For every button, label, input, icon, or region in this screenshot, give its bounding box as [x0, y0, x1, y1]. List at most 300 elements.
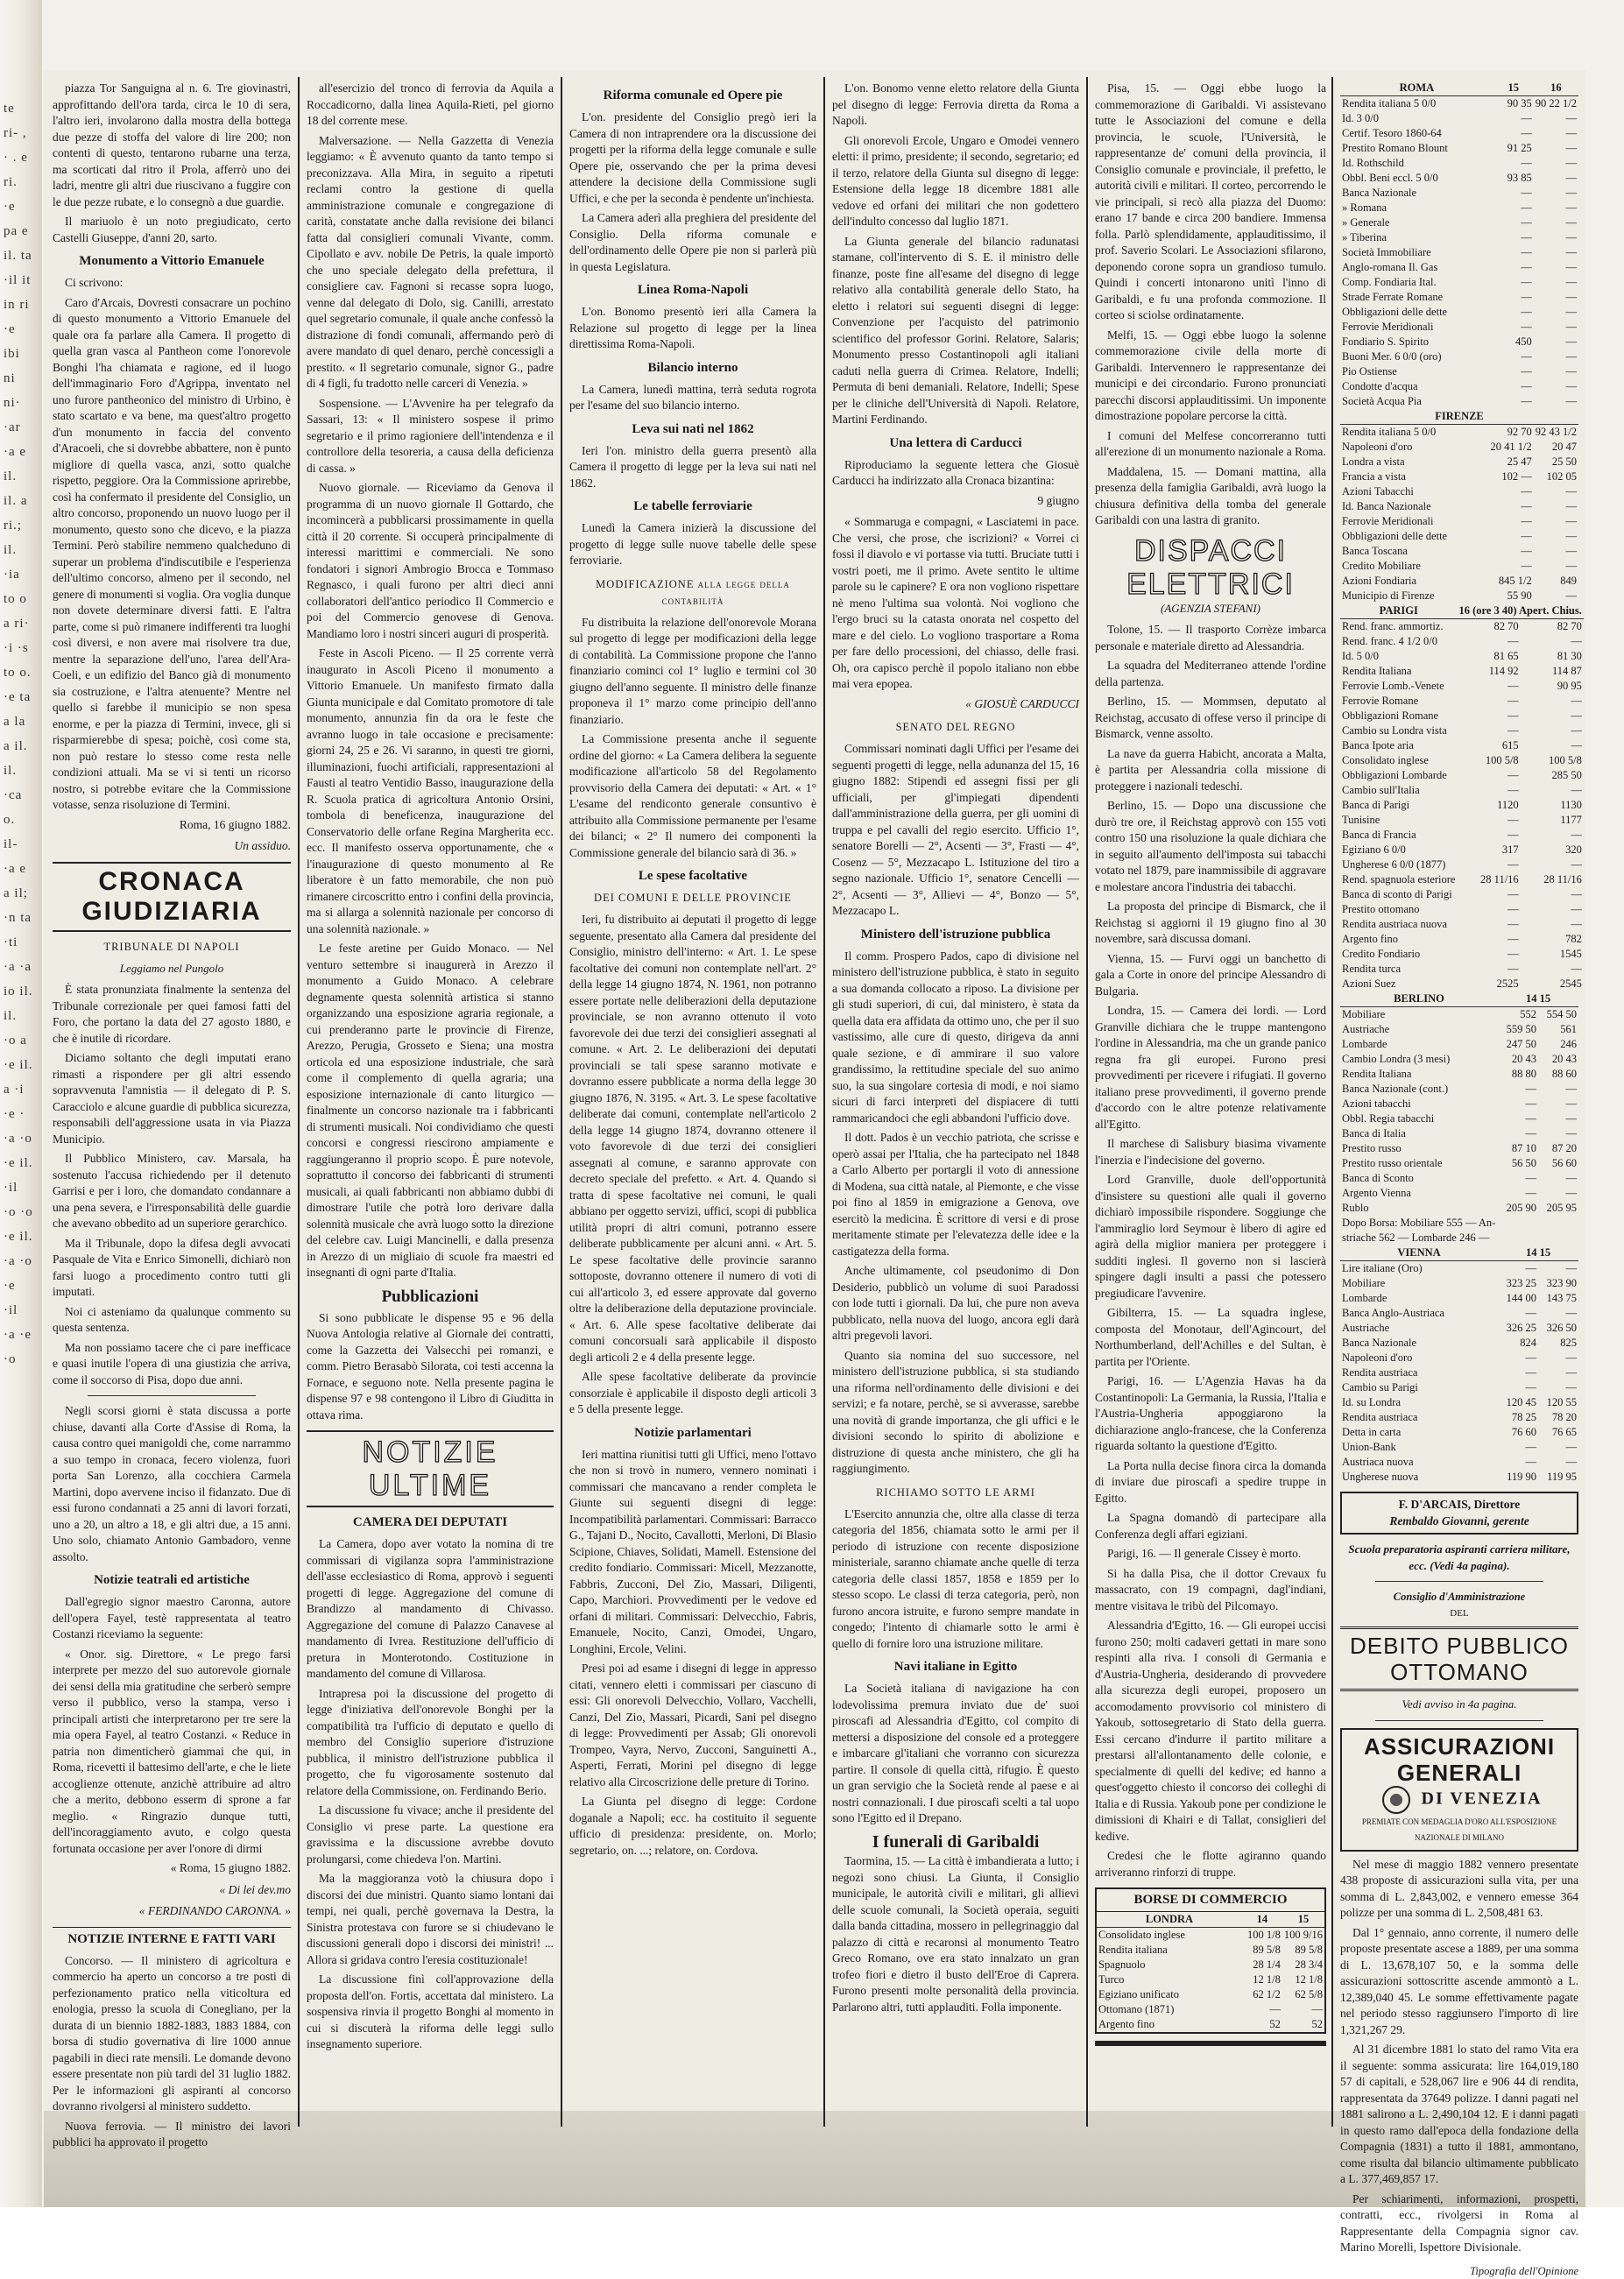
- table-cell-label: Id. Rothschild: [1340, 156, 1493, 171]
- table-cell-value: 82 70: [1521, 619, 1584, 635]
- table-cell-value: 782: [1521, 932, 1584, 947]
- table-cell-value: —: [1534, 514, 1578, 529]
- table-cell-label: Credito Mobiliare: [1340, 559, 1489, 574]
- table-city: FIRENZE: [1340, 409, 1578, 425]
- table-col-header: 16: [1534, 81, 1578, 96]
- section-heading: Le tabelle ferroviarie: [569, 498, 816, 515]
- table-row: [1340, 305, 1578, 320]
- table-cell-value: 100 9/16: [1282, 1927, 1324, 1943]
- table-row: [1340, 1201, 1578, 1216]
- borse-box: [1095, 1887, 1326, 2034]
- signature: « GIOSUÈ CARDUCCI: [832, 696, 1079, 713]
- table-cell-value: —: [1498, 1455, 1538, 1470]
- table-cell-label: Banca Nazionale: [1340, 186, 1493, 201]
- table-cell-label: Banca Nazionale: [1340, 1336, 1498, 1351]
- ad-assicurazioni: [1340, 1728, 1578, 1852]
- article-text: Fu distribuita la relazione dell'onorevole Morana sul progetto di legge per modificazioni della legge di contabilità. La Commissione propone che l'anno finanziario cominci col 1° luglio e termini col 30 giugno dell'anno seguente. Il ministro delle finanze proponeva il 1° marzo come principio dell'anno finanziario.: [569, 615, 816, 729]
- table-row: [1340, 440, 1578, 455]
- table-row: [1340, 694, 1584, 709]
- table-row: [1340, 559, 1578, 574]
- table-cell-value: —: [1534, 290, 1578, 305]
- table-cell-value: 247 50: [1498, 1037, 1538, 1052]
- section-heading: SENATO DEL REGNO: [832, 719, 1079, 736]
- table-cell-value: —: [1534, 171, 1578, 186]
- table-cell-value: 120 45: [1498, 1395, 1538, 1410]
- table-cell-label: Banca Toscana: [1340, 544, 1489, 559]
- table-row: [1340, 753, 1584, 768]
- table-cell-value: 554 50: [1538, 1007, 1578, 1023]
- table-cell-value: —: [1457, 723, 1520, 738]
- table-row: [1340, 1365, 1578, 1380]
- table-cell-value: —: [1538, 1261, 1578, 1277]
- table-cell-label: Obbligazioni Lombarde: [1340, 768, 1457, 783]
- article-text: all'esercizio del tronco di ferrovia da Aquila a Roccadicorno, dalla linea Aquila-Rieti, pel giorno 18 del corrente mese.: [307, 81, 554, 130]
- table-cell-label: Mobiliare: [1340, 1276, 1498, 1291]
- table-cell-label: Obbligazioni delle dette: [1340, 305, 1493, 320]
- table-cell-value: —: [1493, 156, 1534, 171]
- table-cell-value: 1545: [1521, 947, 1584, 962]
- table-row: [1340, 1171, 1578, 1186]
- table-cell-value: —: [1534, 335, 1578, 349]
- table-cell-value: —: [1493, 126, 1534, 141]
- table-city: VIENNA: [1340, 1245, 1498, 1261]
- article-text: Malversazione. — Nella Gazzetta di Venezia leggiamo: « È avvenuto quanto da tanto tempo si preconizzava. Alla Mira, in seguito a ripetuti reclami contro la gestione di quella amministrazione comunale e congregazione di carità, constatate anche dalla revisione dei bilanci fatta dal consiglieri comunali Vivante, comm. Cipollato e avv. nobile De Petris, la quale importò che uno speciale delegato della prefettura, il consigliere cav. Fagnoni si recasse sopra luogo, venne dal delegato di Dolo, sig. Canilli, arrestato quel segretario comunale, il quale anche confessò la distrazione di fondi comunali, affermando però di avere mandato di quel denaro, perchè concessigli a prestito. « Il segretario comunale, signor G., padre di 4 figli, fu tradotto nelle carceri di Venezia. »: [307, 133, 554, 392]
- table-cell-label: Ferrovie Lomb.-Venete: [1340, 679, 1457, 694]
- subheading-italic: Leggiamo nel Pungolo: [53, 961, 291, 977]
- table-cell-value: 326 50: [1538, 1321, 1578, 1336]
- table-row: [1340, 484, 1578, 499]
- table-cell-label: Dopo Borsa: Mobiliare 555 — An-: [1340, 1216, 1498, 1231]
- article-text: « Sommaruga e compagni, « Lasciatemi in pace. Che versi, che prose, che iscrizioni? « Vorrei ci fossi il diavolo e vi portasse via tutti. Bruciate tutti i vostri poeti, me il primo. Avete sentito le ultime parole su le capinere? E ora non vogliono rispettare nè meno l'ultima sua volontà. Noi vogliono che l'ergo bruci su la catasta onorata nel cospetto del mare e del cielo. Lo vogliono trasportare a Roma per fare dello processioni, del chiasso, delle frasi. Oh, ora capisco perchè il popolo italiano non ebbe mai vera epopea.: [832, 514, 1079, 693]
- table-row: [1340, 260, 1578, 275]
- table-row: [1340, 1097, 1578, 1111]
- table-row: [1340, 872, 1584, 887]
- table-cell-value: 205 90: [1498, 1201, 1538, 1216]
- table-cell-value: 20 43: [1498, 1052, 1538, 1067]
- table-cell-value: 56 50: [1498, 1156, 1538, 1171]
- table-row: [1340, 544, 1578, 559]
- table-cell-label: Obbl. Regia tabacchi: [1340, 1111, 1498, 1126]
- table-cell-label: Union-Bank: [1340, 1440, 1498, 1455]
- table-cell-label: » Romana: [1340, 201, 1493, 215]
- table-cell-label: Cambio sull'Italia: [1340, 783, 1457, 798]
- ad-assicurazioni-title: ASSICURAZIONI GENERALI: [1344, 1733, 1575, 1786]
- table-cell-value: 102 —: [1489, 469, 1534, 484]
- table-cell-label: Rend. franc. 4 1/2 0/0: [1340, 634, 1457, 649]
- table-cell-label: Tunisine: [1340, 813, 1457, 828]
- table-cell-value: —: [1457, 709, 1520, 723]
- table-cell-label: Lombarde: [1340, 1037, 1498, 1052]
- separator: [88, 1395, 256, 1396]
- article-text: È stata pronunziata finalmente la sentenza del Tribunale correzionale per quei famosi fatti del Foro, che portano la data del 27 agosto 1880, e che è inutile di ricordare.: [53, 982, 291, 1047]
- table-cell-value: 78 25: [1498, 1410, 1538, 1425]
- table-city: LONDRA: [1097, 1912, 1242, 1928]
- table-cell-value: —: [1534, 245, 1578, 260]
- table-cell-label: Argento fino: [1097, 2017, 1242, 2032]
- table-row: [1340, 947, 1584, 962]
- table-city: BERLINO: [1340, 991, 1498, 1007]
- table-cell-value: 559 50: [1498, 1022, 1538, 1037]
- article-text: La Camera aderì alla preghiera del presidente del Consiglio. Della riforma comunale e dell'ordinamento delle Opere pie non si parlerà più in questa Legislatura.: [569, 210, 816, 275]
- column-rule: [298, 77, 300, 2127]
- table-cell-value: —: [1521, 902, 1584, 917]
- table-cell-value: —: [1498, 1111, 1538, 1126]
- table-row: [1340, 1082, 1578, 1097]
- table-cell-label: Argento Vienna: [1340, 1186, 1498, 1201]
- table-cell-value: —: [1457, 857, 1520, 872]
- table-cell-label: Turco: [1097, 1972, 1242, 1987]
- table-row: [1340, 335, 1578, 349]
- table-cell-value: 81 65: [1457, 649, 1520, 664]
- table-cell-value: —: [1493, 349, 1534, 364]
- table-cell-label: Rublo: [1340, 1201, 1498, 1216]
- table-cell-value: 450: [1493, 335, 1534, 349]
- table-row: [1340, 1261, 1578, 1277]
- table-cell-value: —: [1498, 1186, 1538, 1201]
- table-row: [1340, 1395, 1578, 1410]
- table-cell-value: —: [1534, 349, 1578, 364]
- table-cell-value: —: [1457, 768, 1520, 783]
- table-cell-value: —: [1457, 634, 1520, 649]
- table-cell-value: 552: [1498, 1007, 1538, 1023]
- table-row: [1340, 1067, 1578, 1082]
- article-text: Pisa, 15. — Oggi ebbe luogo la commemorazione di Garibaldi. Vi assistevano tutte le Associazioni del comune e della provincia, le scuole, l'Università, le rappresentanze de' comuni della provincia, il Consiglio comunale e provinciale, il prefetto, le autorità civili e militari. Il corteo, percorrendo le vie principali, si recò alla piazza del Duomo: erano 17 bande e circa 200 bandiere. Immensa folla. Parlò splendidamente, applauditissimo, il prof. Saverio Scolari. Le Associazioni sfilarono, deponendo corone sopra un grandioso tumulo. Quindi i concerti intonarono unitì l'inno di Garibaldi, e fu una profonda commozione. Il corteo si sciolse ordinatamente.: [1095, 81, 1326, 324]
- table-cell-value: —: [1498, 1365, 1538, 1380]
- table-row: [1340, 709, 1584, 723]
- table-row: [1340, 679, 1584, 694]
- table-cell-label: Rendita Italiana: [1340, 664, 1457, 679]
- article-text: Dal 1° gennaio, anno corrente, il numero delle proposte presentate ascese a 1889, per una somma di L. 13,678,107 50, e la somma delle assicurazioni sottoscritte ascende ammontò a L. 12,389,040 45. Le somme effettivamente pagate nel periodo stesso raggiunsero l'importo di lire 1,321,267 29.: [1340, 1925, 1578, 2039]
- table-cell-label: Azioni tabacchi: [1340, 1097, 1498, 1111]
- table-row: [1340, 96, 1578, 112]
- table-cell-value: —: [1457, 783, 1520, 798]
- section-heading: RICHIAMO SOTTO LE ARMI: [832, 1485, 1079, 1501]
- table-cell-label: » Tiberina: [1340, 230, 1493, 245]
- table-cell-value: 92 43 1/2: [1534, 425, 1578, 441]
- table-row: [1340, 1380, 1578, 1395]
- table-cell-label: Fondiario S. Spirito: [1340, 335, 1493, 349]
- table-cell-value: —: [1457, 887, 1520, 902]
- article-text: La nave da guerra Habicht, ancorata a Malta, è partita per Alessandria colla missione di proteggere i nazionali tedeschi.: [1095, 746, 1326, 795]
- table-cell-value: 89 5/8: [1282, 1943, 1324, 1958]
- table-row: [1340, 529, 1578, 544]
- section-heading: Le spese facoltative: [569, 868, 816, 885]
- table-cell-value: —: [1498, 1306, 1538, 1321]
- table-cell-value: —: [1498, 1351, 1538, 1365]
- table-cell-value: —: [1493, 290, 1534, 305]
- direttore: F. D'ARCAIS, Direttore: [1347, 1497, 1571, 1513]
- table-cell-value: 52: [1282, 2017, 1324, 2032]
- table-cell-label: Rendita turca: [1340, 962, 1457, 977]
- table-cell-value: —: [1521, 887, 1584, 902]
- table-row: [1340, 1455, 1578, 1470]
- article-text: Tolone, 15. — Il trasporto Corrèze imbarca personale e materiale diretto ad Alessandria.: [1095, 622, 1326, 654]
- table-row: [1340, 619, 1584, 635]
- table-cell-value: —: [1493, 201, 1534, 215]
- signature: Un assiduo.: [53, 838, 291, 855]
- table-row: [1340, 977, 1584, 991]
- table-cell-value: 317: [1457, 843, 1520, 857]
- table-cell-value: 323 90: [1538, 1276, 1578, 1291]
- table-cell-value: —: [1498, 1380, 1538, 1395]
- table-row: [1340, 962, 1584, 977]
- table-row: [1340, 1440, 1578, 1455]
- article-text: Nel mese di maggio 1882 vennero presentate 438 proposte di assicurazioni sulla vita, per una somma di L. 2,843,002, e vennero emesse 364 polizze per una somma di L. 2,508,481 63.: [1340, 1857, 1578, 1922]
- table-cell-value: 20 43: [1538, 1052, 1578, 1067]
- table-cell-value: —: [1534, 559, 1578, 574]
- table-cell-label: Prestito russo orientale: [1340, 1156, 1498, 1171]
- table-row: [1097, 1972, 1324, 1987]
- table-cell-value: 1177: [1521, 813, 1584, 828]
- table-row: [1340, 768, 1584, 783]
- table-cell-value: —: [1534, 484, 1578, 499]
- market-table-berlino: [1340, 991, 1578, 1245]
- table-cell-value: —: [1521, 828, 1584, 843]
- section-heading: Una lettera di Carducci: [832, 435, 1079, 452]
- article-text: Gli onorevoli Ercole, Ungaro e Omodei vennero eletti: il primo, presidente; il secondo, segretario; ed il terzo, relatore della Giunta sul disegno di legge: Estensione della legge 18 dicembre 1881 alle vedove ed orfani dei militari che non godettero dell'indulto concesso dal luglio 1871.: [832, 133, 1079, 230]
- table-row: [1340, 215, 1578, 230]
- table-cell-value: 90 95: [1521, 679, 1584, 694]
- market-table-roma: [1340, 81, 1578, 409]
- table-cell-value: —: [1498, 1440, 1538, 1455]
- table-row: [1340, 1470, 1578, 1485]
- table-cell-value: —: [1498, 1097, 1538, 1111]
- table-row: [1340, 634, 1584, 649]
- table-cell-value: —: [1489, 499, 1534, 514]
- table-cell-label: Detta in carta: [1340, 1425, 1498, 1440]
- table-cell-value: —: [1457, 679, 1520, 694]
- table-cell-label: Consolidato inglese: [1097, 1927, 1242, 1943]
- table-cell-value: —: [1534, 201, 1578, 215]
- article-text: Si sono pubblicate le dispense 95 e 96 della Nuova Antologia relative al Giornale dei contratti, come la Gazzetta dei Valsecchi pei romanzi, e comm. Pietro Berasabò Silorata, coi testi accenna la Fornace, e seguono note. Nella presente pagina le dispense 97 e 98 contengono il Libro di Giuditta in ottava rima.: [307, 1310, 554, 1424]
- table-row: [1340, 275, 1578, 290]
- table-cell-value: 25 47: [1489, 455, 1534, 469]
- table-cell-value: 12 1/8: [1282, 1972, 1324, 1987]
- table-cell-value: —: [1493, 260, 1534, 275]
- article-text: Negli scorsi giorni è stata discussa a porte chiuse, davanti alla Corte d'Assise di Roma, la causa contro quei manigoldi che, come narrammo a suo tempo in cronaca, fecero violenza, fuori porta San Lorenzo, alla cocchiera Carmela Martini, dopo avervene inciso il fidanzato. Due di essi furono condannati a 25 anni di lavori forzati, uno a 20, un altro a 18, e gli altri due, a 15 anni. Uno solo, chiamato Antonio Gambadoro, venne assolto.: [53, 1403, 291, 1565]
- article-text: Lunedì la Camera inizierà la discussione del progetto di legge sulle nuove tabelle delle spese ferroviarie.: [569, 520, 816, 569]
- table-cell-value: —: [1521, 723, 1584, 738]
- table-cell-value: 114 87: [1521, 664, 1584, 679]
- table-cell-label: Napoleoni d'oro: [1340, 1351, 1498, 1365]
- table-row: [1340, 574, 1578, 589]
- table-cell-value: —: [1498, 1261, 1538, 1277]
- article-text: Sospensione. — L'Avvenire ha per telegrafo da Sassari, 13: « Il ministero sospese il primo segretario e il primo ragioniere dell'intendenza e il controllore della tesoreria, a causa della deficienza di cassa. »: [307, 396, 554, 477]
- table-cell-value: 2545: [1521, 977, 1584, 991]
- section-heading: Linea Roma-Napoli: [569, 282, 816, 299]
- table-cell-value: 323 25: [1498, 1276, 1538, 1291]
- subheading: DEI COMUNI E DELLE PROVINCIE: [569, 890, 816, 907]
- table-cell-value: 76 60: [1498, 1425, 1538, 1440]
- table-cell-value: 28 11/16: [1457, 872, 1520, 887]
- table-row: [1340, 902, 1584, 917]
- article-text: Londra, 15. — Camera dei lordi. — Lord Granville dichiara che le truppe mantengono l'ordine in Alessandria, ma che un grande panico regna fra gli europei. Furono presi provvedimenti per ricevere i rifugiati. Il governo italiano prese provvedimenti, il governo prende d'accordo con le altre potenze relativamente all'Egitto.: [1095, 1003, 1326, 1132]
- market-table-firenze: [1340, 409, 1578, 603]
- table-cell-value: —: [1538, 1351, 1578, 1365]
- table-cell-value: —: [1538, 1097, 1578, 1111]
- table-row: [1340, 1291, 1578, 1306]
- table-row: [1340, 1321, 1578, 1336]
- table-cell-value: —: [1493, 275, 1534, 290]
- article-text: Alle spese facoltative deliberate da provincie consorziale è applicabile il disposto degli articoli 3 e 5 della presente legge.: [569, 1369, 816, 1418]
- table-cell-value: —: [1534, 126, 1578, 141]
- table-cell-value: —: [1534, 394, 1578, 409]
- table-row: [1340, 1022, 1578, 1037]
- table-cell-value: —: [1521, 709, 1584, 723]
- table-col-header: 14: [1242, 1912, 1282, 1928]
- table-cell-value: —: [1282, 2002, 1324, 2017]
- table-cell-label: Lire italiane (Oro): [1340, 1261, 1498, 1277]
- article-text: Credesi che le flotte agiranno quando arriveranno rinforzi di truppe.: [1095, 1848, 1326, 1880]
- table-cell-value: 91 25: [1493, 141, 1534, 156]
- table-cell-label: striache 562 — Lombarde 246 —: [1340, 1231, 1498, 1245]
- table-col-header: 15: [1493, 81, 1534, 96]
- table-row: [1340, 649, 1584, 664]
- table-cell-value: 28 1/4: [1242, 1958, 1282, 1972]
- table-cell-value: —: [1534, 186, 1578, 201]
- table-cell-label: Mobiliare: [1340, 1007, 1498, 1023]
- table-cell-value: —: [1534, 364, 1578, 379]
- section-heading-cronaca: CRONACA GIUDIZIARIA: [53, 862, 291, 932]
- table-cell-value: 2525: [1457, 977, 1520, 991]
- article-text: Taormina, 15. — La città è imbandierata a lutto; i negozi sono chiusi. La Giunta, il Consiglio municipale, le autorità civili e militari, gli allievi delle scuole comunali, la Società operaia, seguiti dalla banda cittadina, mossero in pellegrinaggio dal palazzo di città e recaronsi al monumento Teatro Greco Romano, ove era stato innalzato un gran trofeo fiori e dietro il busto dell'Eroe di Caprera. Furono presenti molte personalità della provincia. Parlarono altri, tutti applauditi. Folla imponente.: [832, 1853, 1079, 2015]
- table-row: [1340, 1276, 1578, 1291]
- article-text: L'on. Bonomo venne eletto relatore della Giunta pel disegno di legge: Ferrovia diretta da Roma a Napoli.: [832, 81, 1079, 130]
- section-heading: Notizie teatrali ed artistiche: [53, 1572, 291, 1589]
- column-rule: [561, 77, 562, 2127]
- table-cell-value: 845 1/2: [1489, 574, 1534, 589]
- section-heading: Bilancio interno: [569, 360, 816, 377]
- article-text: Parigi, 16. — L'Agenzia Havas ha da Costantinopoli: La Germania, la Russia, l'Italia e l'Austria-Ungheria appoggiarono la dichiarazione anglo-francese, che la Conferenza riguarda soltanto la questione d'Egitto.: [1095, 1373, 1326, 1455]
- table-row: [1340, 469, 1578, 484]
- table-col-header: 14 15: [1498, 1245, 1578, 1261]
- table-cell-value: 20 47: [1534, 440, 1578, 455]
- ad-avviso: Vedi avviso in 4a pagina.: [1340, 1697, 1578, 1713]
- table-cell-value: 93 85: [1493, 171, 1534, 186]
- table-cell-value: —: [1538, 1082, 1578, 1097]
- table-cell-value: —: [1242, 2002, 1282, 2017]
- table-row: [1340, 1351, 1578, 1365]
- article-text: Gibilterra, 15. — La squadra inglese, composta del Monotaur, dell'Agincourt, del Northumberland, dell'Achilles e del Sultan, è partita per l'Oriente.: [1095, 1305, 1326, 1370]
- table-cell-label: Banca di Parigi: [1340, 798, 1457, 813]
- table-cell-label: Rend. franc. ammortiz.: [1340, 619, 1457, 635]
- table-cell-value: —: [1538, 1126, 1578, 1141]
- table-cell-value: 615: [1457, 738, 1520, 753]
- table-cell-label: Prestito russo: [1340, 1141, 1498, 1156]
- table-cell-value: —: [1457, 694, 1520, 709]
- table-cell-value: 87 10: [1498, 1141, 1538, 1156]
- table-cell-value: —: [1493, 215, 1534, 230]
- table-cell-value: 1130: [1521, 798, 1584, 813]
- table-cell-label: Lombarde: [1340, 1291, 1498, 1306]
- table-cell-label: Id. Banca Nazionale: [1340, 499, 1489, 514]
- table-cell-value: —: [1538, 1440, 1578, 1455]
- table-cell-label: Egiziano 6 0/0: [1340, 843, 1457, 857]
- table-cell-value: —: [1521, 634, 1584, 649]
- table-cell-value: 88 60: [1538, 1067, 1578, 1082]
- left-page-edge: [0, 0, 42, 2207]
- printer-imprint: Tipografia dell'Opinione: [1340, 2263, 1578, 2279]
- table-row: [1340, 425, 1578, 441]
- table-cell-value: —: [1534, 305, 1578, 320]
- table-row: [1340, 1037, 1578, 1052]
- signature: « Di lei dev.mo: [53, 1882, 291, 1899]
- ad-venezia-label: DI VENEZIA: [1422, 1789, 1543, 1808]
- separator: [1375, 1581, 1543, 1582]
- article-text: La Società italiana di navigazione ha con lodevolissima premura inviato due de' suoi piroscafi ad Alessandria d'Egitto, col compito di mettersi a disposizione del console ed a proteggere e imbarcare gl'italiani che vorranno con sicurezza partire. Il console di quella città, rifugio. È questo un gran servigio che la Società rende al paese e ai nostri connazionali. I due piroscafi scelti a tal uopo sono l'Egitto ed il Drepano.: [832, 1681, 1079, 1827]
- table-cell-label: Ungherese nuova: [1340, 1470, 1498, 1485]
- table-cell-value: 119 90: [1498, 1470, 1538, 1485]
- table-row: [1340, 126, 1578, 141]
- article-text: Presi poi ad esame i disegni di legge in appresso citati, vennero eletti i commissari per ciascuno di essi: Gli onorevoli Delvecchio, Vollaro, Vacchelli, Canzi, Del Zio, Massari, Picardi, Sani pel disegno di legge: Provvedimenti per Assab; Gli onorevoli Trompeo, Vayra, Nervo, Zucconi, Sanguinetti A., Asperti, Ferrati, Morini pel disegno di legge relativo alla Circoscrizione delle preture di Torino.: [569, 1661, 816, 1790]
- article-text: Feste in Ascoli Piceno. — Il 25 corrente verrà inaugurato in Ascoli Piceno il monumento a Vittorio Emanuele. Un manifesto firmato dalla Giunta municipale e dal Comitato promotore di tale monumento, annunzia fin da ora le feste che avranno luogo in tale occasione e precisamente: giorni 24, 25 e 26. Vi saranno, in questi tre giorni, illuminazioni, fuochi artificiali, rappresentazioni al Fausti al teatro Ventidio Basso, inaugurazione della R. Scuola pratica di agricoltura Antonio Orsini, tombola di beneficenza, inaugurazione del Conservatorio delle orfane Regina Margherita ecc. ecc. Il manifesto osserva opportunamente, che « l'inaugurazione di questo monumento al Re liberatore è un fatto memorabile, che non può rimanere circoscritto entro i confini della provincia, ma si allarga a solennità nazionale per concorso di una solennità nazionale. »: [307, 646, 554, 937]
- article-text: Dall'egregio signor maestro Caronna, autore dell'opera Fayel, testè rappresentata al teatro Costanzi riceviamo la seguente:: [53, 1594, 291, 1643]
- table-cell-value: 89 5/8: [1242, 1943, 1282, 1958]
- article-text: La Porta nulla decise finora circa la domanda di inviare due piroscafi a spedire truppe in Egitto.: [1095, 1458, 1326, 1507]
- table-row: [1340, 230, 1578, 245]
- table-cell-value: 81 30: [1521, 649, 1584, 664]
- table-cell-value: 246: [1538, 1037, 1578, 1052]
- table-cell-label: Ungherese 6 0/0 (1877): [1340, 857, 1457, 872]
- table-cell-label: Società Immobiliare: [1340, 245, 1493, 260]
- table-cell-value: 144 00: [1498, 1291, 1538, 1306]
- table-cell-value: —: [1534, 499, 1578, 514]
- table-row: [1340, 245, 1578, 260]
- table-cell-label: Rendita austriaca: [1340, 1410, 1498, 1425]
- table-col-header: 15: [1282, 1912, 1324, 1928]
- table-cell-value: 62 5/8: [1282, 1987, 1324, 2002]
- table-cell-value: —: [1457, 917, 1520, 932]
- table-row: [1097, 2017, 1324, 2032]
- table-cell-value: —: [1534, 260, 1578, 275]
- table-cell-value: [1538, 1231, 1578, 1245]
- table-row: [1340, 857, 1584, 872]
- table-cell-label: Rendita Italiana: [1340, 1067, 1498, 1082]
- table-cell-label: Anglo-romana Il. Gas: [1340, 260, 1493, 275]
- article-text: Ma non possiamo tacere che ci pare inefficace e quasi inutile l'opera di una giustizia che arriva, come il soccorso di Pisa, dopo due anni.: [53, 1340, 291, 1389]
- table-cell-value: —: [1534, 215, 1578, 230]
- table-cell-label: Municipio di Firenze: [1340, 589, 1489, 603]
- article-text: Il dott. Pados è un vecchio patriota, che scrisse e operò assai per l'Italia, che ha partecipato nel 1848 a Carlo Alberto per portargli il voto di annessione di Modena, sua città natale, al Piemonte, e che visse poi fino al 1859 in emigrazione a Genova, ove esercitò la medicina. È scrittore di versi e di prose meritamente stimate per l'elevatezza delle idee e la castigatezza della forma.: [832, 1130, 1079, 1259]
- table-cell-label: Prestito Romano Blount: [1340, 141, 1493, 156]
- ad-debito-pubblico: DEBITO PUBBLICO OTTOMANO: [1340, 1626, 1578, 1691]
- table-cell-label: Rendita italiana 5 0/0: [1340, 425, 1489, 441]
- table-cell-label: Ferrovie Meridionali: [1340, 320, 1493, 335]
- table-cell-value: —: [1457, 962, 1520, 977]
- table-cell-value: —: [1534, 589, 1578, 603]
- table-row: [1340, 171, 1578, 186]
- article-text: Commissari nominati dagli Uffici per l'esame dei seguenti progetti di legge, nella adunanza del 15, 16 giugno 1882: Stipendi ed assegni fissi per gli ufficiali, per gl'impiegati dipendenti dall'amministrazione della guerra, per gli uomini di truppa e pel cavalli del regio esercito. Ufficio 1°, senatore Borelli — 2°, Acsenti — 3°, Frasti — 4°, Cosenz — 5°, Mezzacapo L. Istituzione del tiro a segno nazionale. Ufficio 1°, senatore Cencelli — 2°, Acsenti — 3°, Allievi — 4°, Bonzo — 5°, Mezzacapo L.: [832, 741, 1079, 920]
- article-text: La Commissione presenta anche il seguente ordine del giorno: « La Camera delibera la seguente modificazione all'articolo 58 del Regolamento provvisorio della Camera dei deputati: « Art. « 1° L'esame del rendiconto generale consuntivo è attribuito alla Commissione permanente per l'esame dei bilanci; « 2° Il numero dei componenti la Commissione generale del bilancio sarà di 36. »: [569, 731, 816, 861]
- table-cell-value: —: [1521, 694, 1584, 709]
- table-cell-value: 76 65: [1538, 1425, 1578, 1440]
- table-cell-value: —: [1493, 379, 1534, 394]
- table-row: [1340, 932, 1584, 947]
- table-cell-label: Rend. spagnuola esteriore: [1340, 872, 1457, 887]
- table-cell-value: 326 25: [1498, 1321, 1538, 1336]
- table-row: [1340, 1306, 1578, 1321]
- article-text: Concorso. — Il ministero di agricoltura e commercio ha aperto un concorso a tre posti di perfezionamento pratico nella viticoltura ed enologia, presso la scuola di Conegliano, per la durata di un biennio 1882-1883, 1883 1884, con borsa di studio governativa di lire 1000 annue pagabili in dieci rate mensili. Le domande devono essere presentate non più tardi del 31 luglio 1882. Per le informazioni gli aspiranti al concorso dovranno rivolgersi al ministero suddetto.: [53, 1953, 291, 2115]
- section-heading: Riforma comunale ed Opere pie: [569, 88, 816, 104]
- table-cell-label: Banca di sconto di Parigi: [1340, 887, 1457, 902]
- table-cell-label: Id. 3 0/0: [1340, 111, 1493, 126]
- separator: [1375, 1720, 1543, 1721]
- table-col-header: 14 15: [1498, 991, 1578, 1007]
- table-cell-value: 1120: [1457, 798, 1520, 813]
- article-text: Al 31 dicembre 1881 lo stato del ramo Vita era il seguente: somma assicurata: lire 164,019,180 57 di capitali, e 528,067 lire e 906 44 di rendita, rappresentata da 37649 polizze. I danni pagati nel 1881 salirono a L. 2,490,104 12. E i danni pagati in questo ramo dall'epoca della fondazione della Compagnia (1831) a tutto il 1881, ammontano, come risulta dal bilancio ultimamente pubblicato a L. 377,469,857 17.: [1340, 2042, 1578, 2188]
- table-cell-value: —: [1521, 738, 1584, 753]
- table-row: [1340, 917, 1584, 932]
